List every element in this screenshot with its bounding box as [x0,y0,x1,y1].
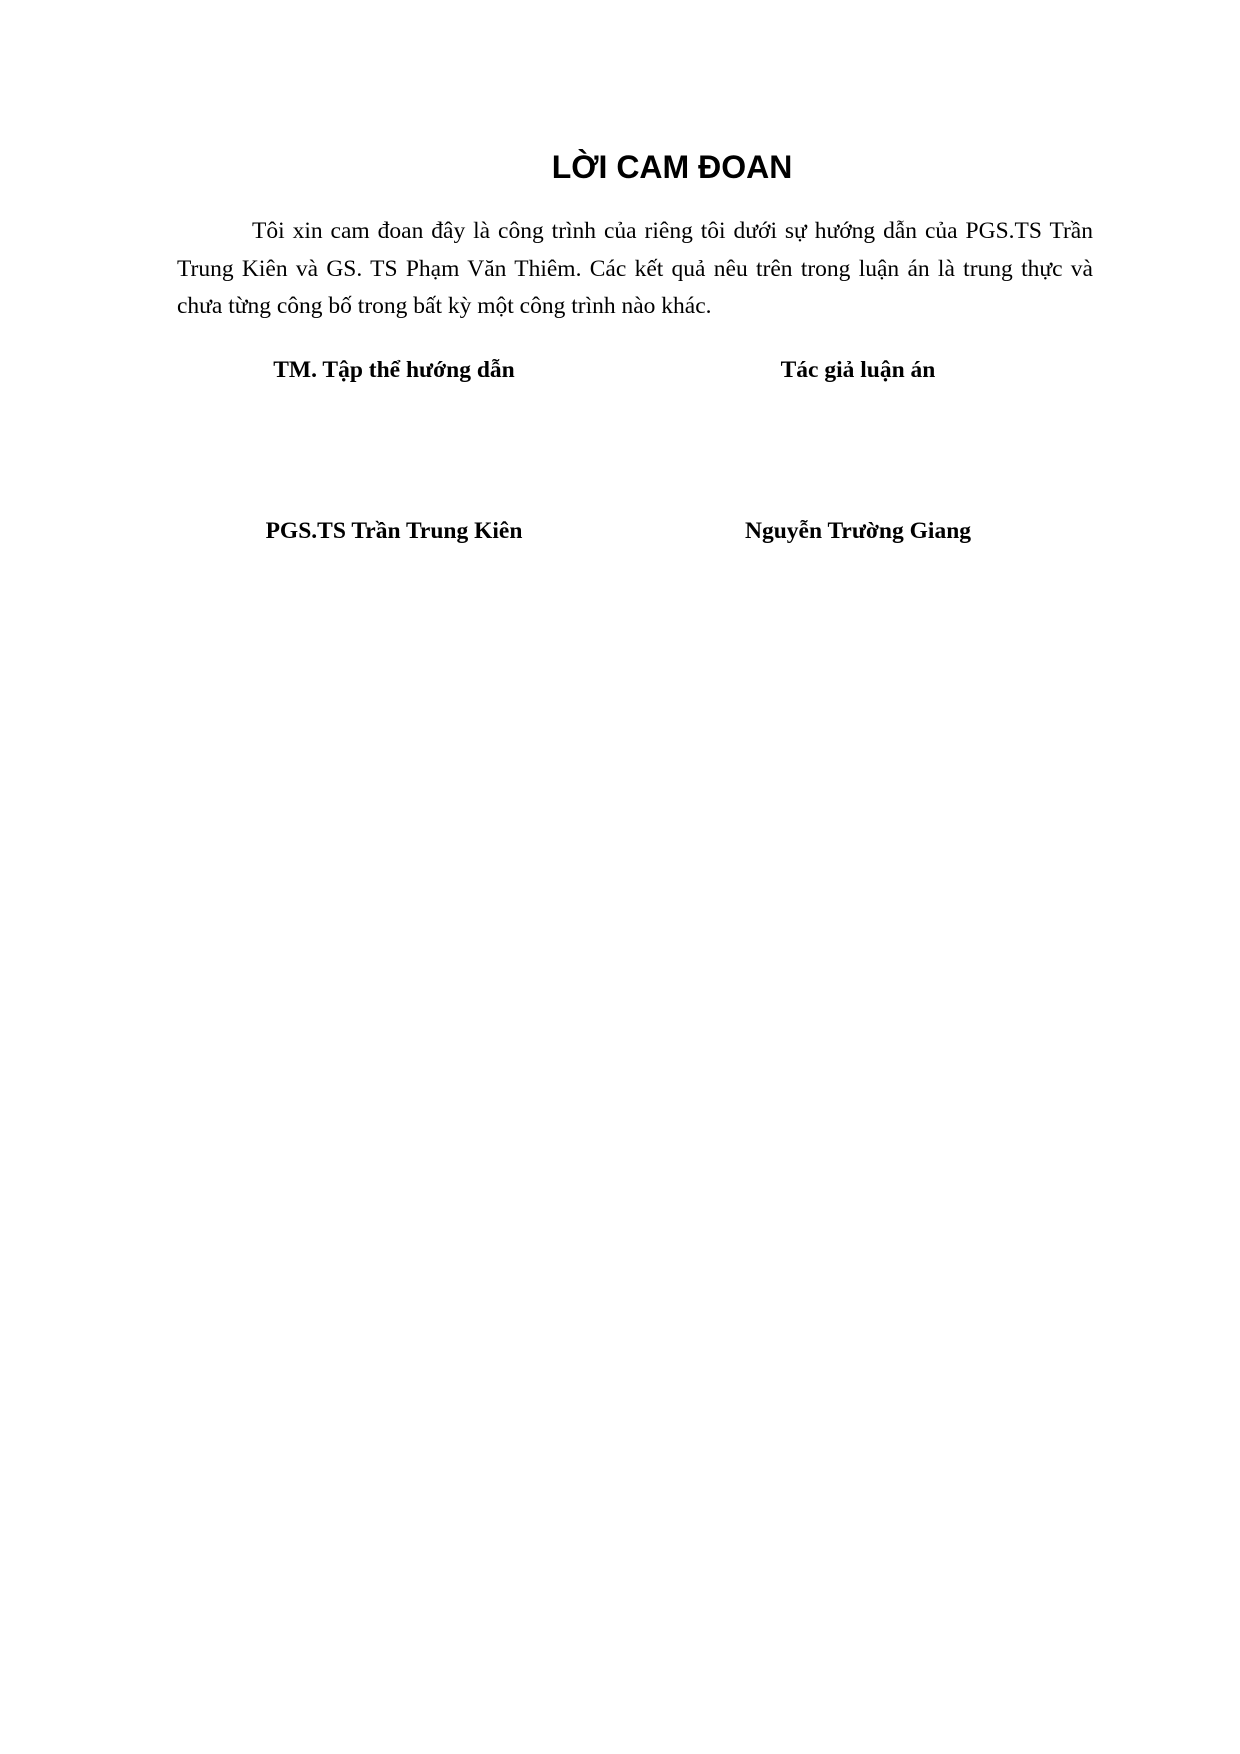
author-role-label: Tác giả luận án [780,357,936,383]
supervisor-name: PGS.TS Trần Trung Kiên [265,518,523,544]
supervisor-role-label: TM. Tập thể hướng dẫn [273,357,515,383]
author-name: Nguyễn Trường Giang [744,518,972,544]
page-title: LỜI CAM ĐOAN [551,149,793,185]
declaration-paragraph: Tôi xin cam đoan đây là công trình của riêng tôi dưới sự hướng dẫn của PGS.TS Trần Trung Kiên và GS. TS Phạm Văn Thiêm. Các kết quả nêu trên trong luận án là trung thực và chưa từng công bố trong bất kỳ một công trình nào khác. [177,218,1093,319]
